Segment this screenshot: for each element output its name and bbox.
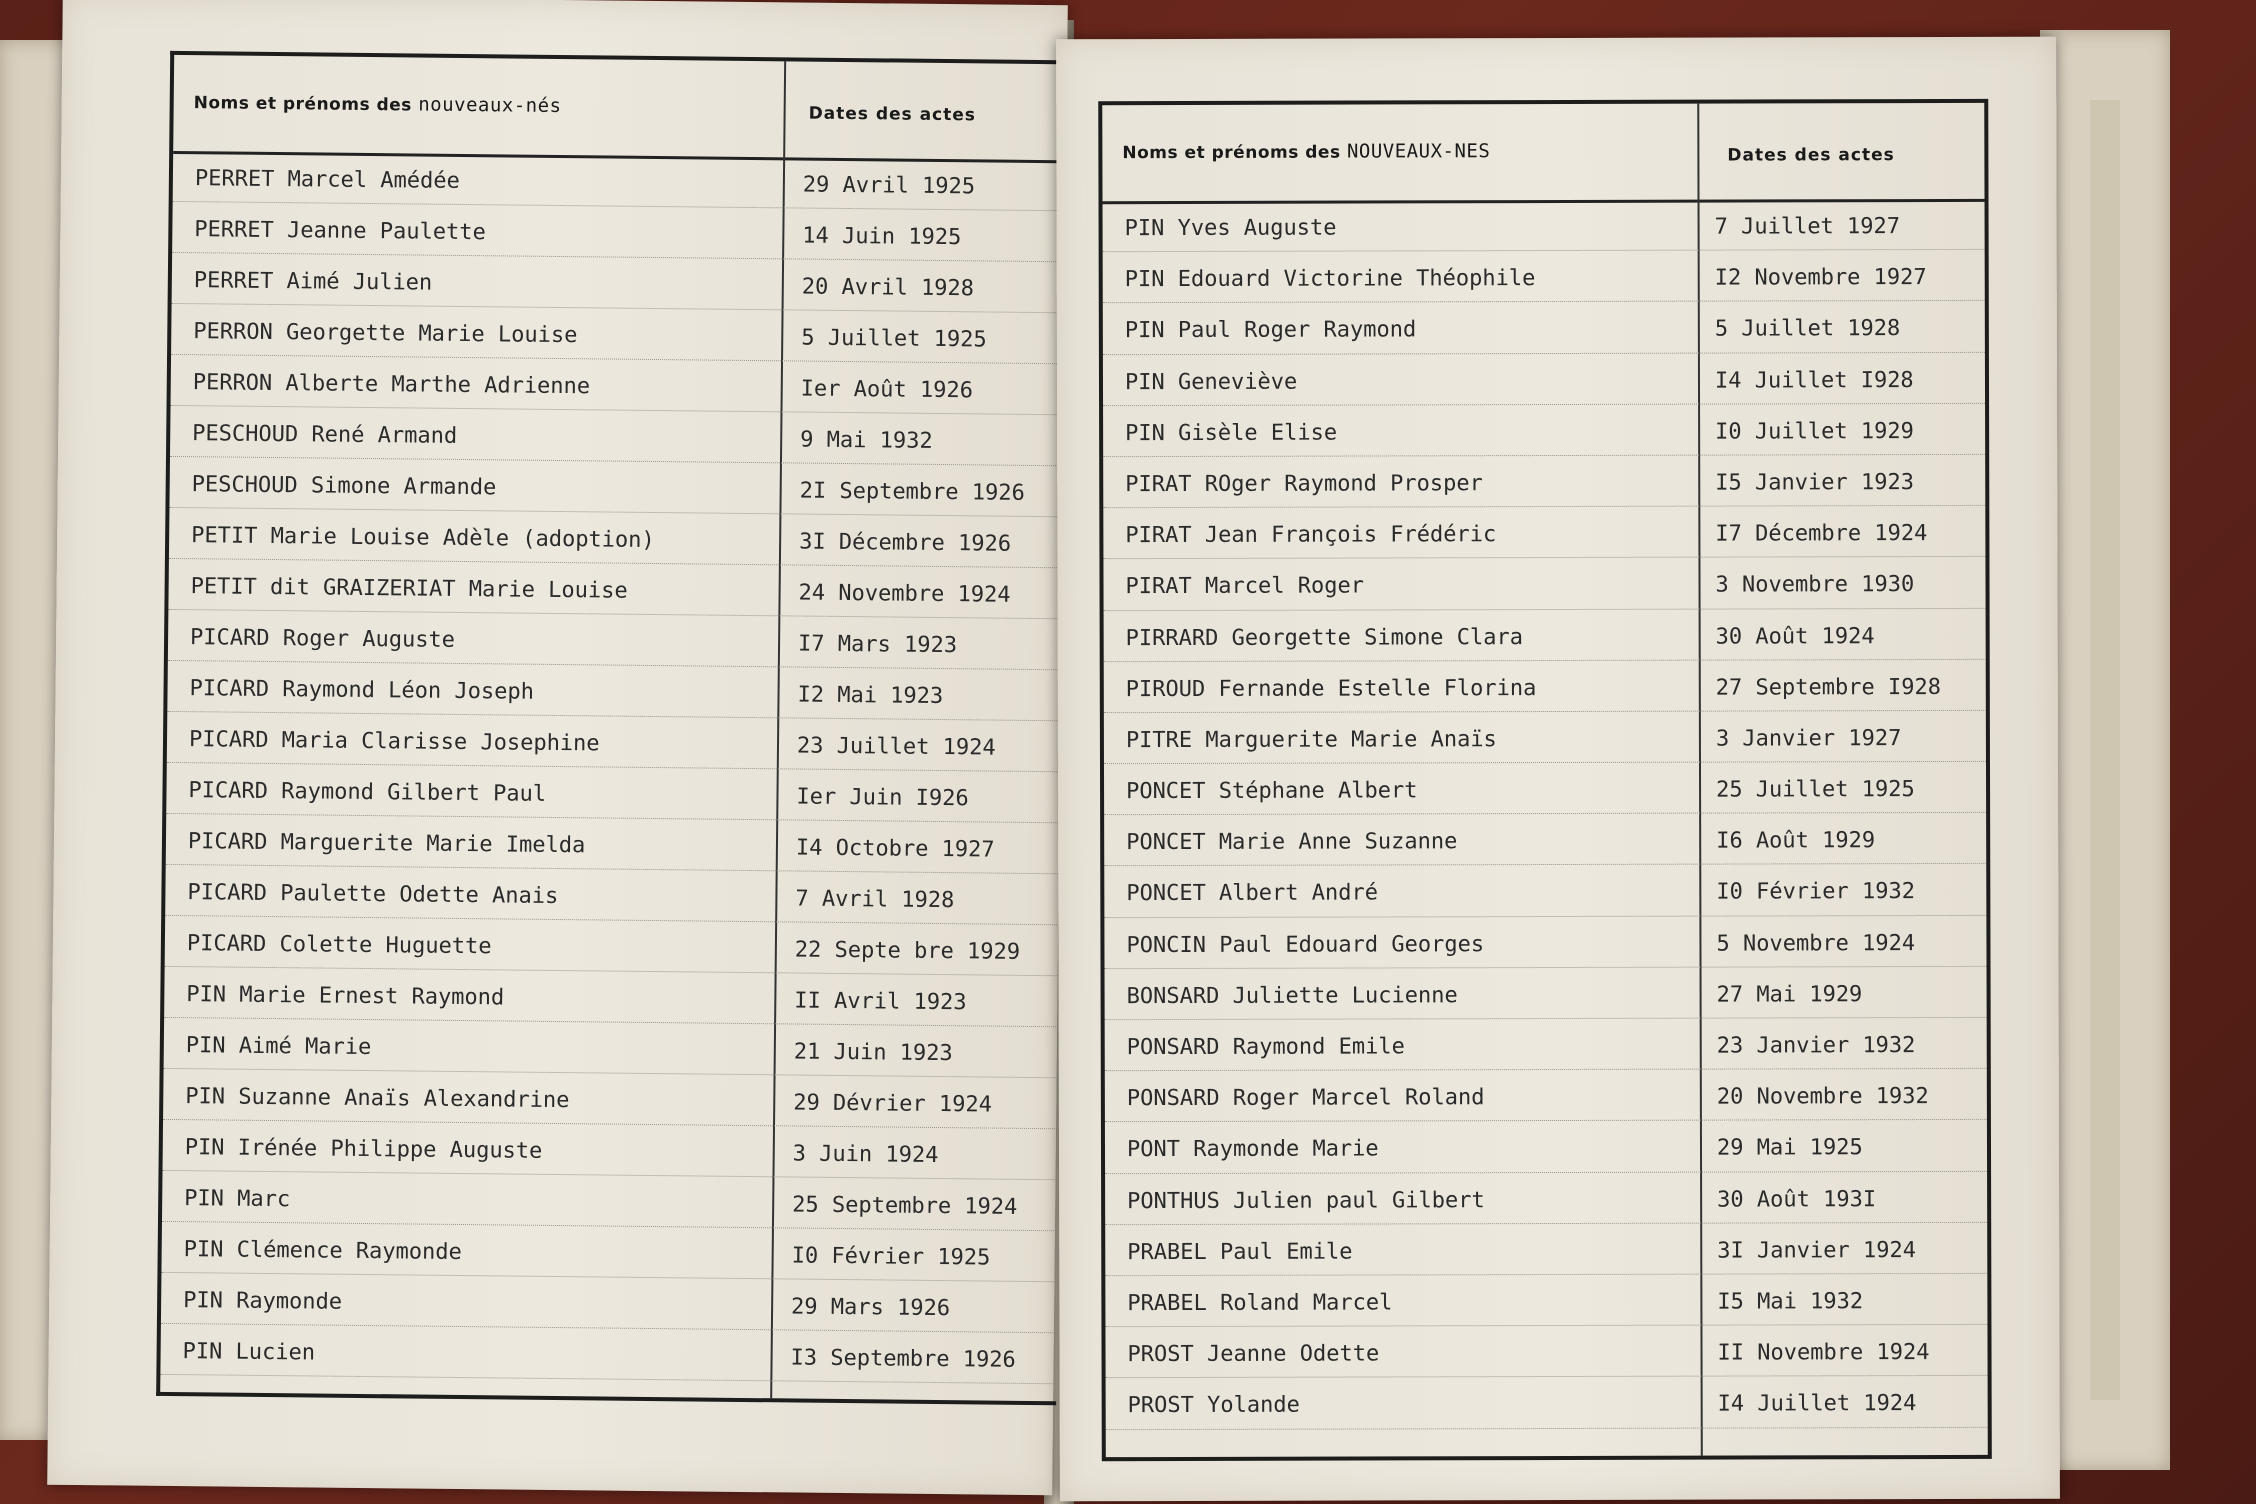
- table-row: [1105, 1325, 1987, 1378]
- right-register-page: [1056, 37, 2060, 1502]
- table-row: [166, 763, 1062, 823]
- entry-date: II Avril 1923: [794, 988, 967, 1016]
- entry-date: I4 Juillet I928: [1714, 367, 1914, 394]
- names-label: Noms et prénoms des: [193, 93, 412, 116]
- entry-date: 3 Juin 1924: [792, 1141, 939, 1169]
- entry-name: PERRET Marcel Amédée: [194, 166, 460, 194]
- entry-date: I5 Mai 1932: [1717, 1289, 1864, 1315]
- entry-date: 25 Juillet 1925: [1716, 777, 1915, 803]
- entry-name: PONCET Marie Anne Suzanne: [1126, 829, 1458, 856]
- entry-name: PESCHOUD Simone Armande: [191, 472, 497, 501]
- table-row: [1104, 608, 1986, 661]
- entry-name: PROST Jeanne Odette: [1127, 1341, 1380, 1368]
- entry-name: PIN Lucien: [182, 1339, 316, 1366]
- entry-date: 2I Septembre 1926: [799, 478, 1025, 506]
- table-row: [161, 1273, 1057, 1333]
- entry-date: 22 Septe bre 1929: [794, 937, 1021, 965]
- entry-date: 29 Mai 1925: [1716, 1135, 1863, 1161]
- entry-date: 14 Juin 1925: [802, 223, 962, 251]
- table-row: [1105, 1069, 1987, 1122]
- table-row: [1103, 301, 1985, 354]
- entry-name: PIN Raymonde: [183, 1288, 343, 1315]
- left-register-table: [156, 51, 1070, 1405]
- table-row: [172, 202, 1068, 262]
- table-row: [160, 1324, 1056, 1384]
- entry-name: PICARD Marguerite Marie Imelda: [187, 829, 586, 859]
- entry-name: PIRAT ROger Raymond Prosper: [1125, 471, 1483, 498]
- entry-name: PIN Suzanne Anaïs Alexandrine: [185, 1084, 570, 1114]
- table-row: [1104, 762, 1986, 815]
- table-row: [1103, 455, 1985, 508]
- entry-date: I3 Septembre 1926: [790, 1345, 1016, 1373]
- entry-date: 25 Septembre 1924: [792, 1192, 1018, 1220]
- right-register-table: [1098, 99, 1992, 1461]
- entry-date: 5 Juillet 1925: [801, 325, 987, 353]
- entry-date: 30 Août 1924: [1715, 623, 1875, 650]
- table-row: [1105, 1223, 1987, 1276]
- entry-name: PIN Marie Ernest Raymond: [186, 982, 505, 1011]
- names-label: Noms et prénoms des: [1122, 142, 1341, 164]
- entry-date: I0 Février 1925: [791, 1243, 991, 1271]
- entry-date: 27 Mai 1929: [1716, 982, 1863, 1008]
- entry-name: PESCHOUD René Armand: [192, 421, 458, 449]
- entry-name: PETIT Marie Louise Adèle (adoption): [191, 523, 655, 554]
- entry-date: 30 Août 193I: [1717, 1186, 1877, 1213]
- entry-date: 23 Janvier 1932: [1716, 1033, 1916, 1059]
- entry-date: 29 Mars 1926: [790, 1294, 951, 1322]
- entry-date: 27 Septembre I928: [1715, 674, 1941, 701]
- table-row: [170, 406, 1066, 466]
- entry-name: PICARD Raymond Gilbert Paul: [188, 778, 547, 807]
- entry-name: PONT Raymonde Marie: [1126, 1136, 1379, 1163]
- entry-name: PERRON Georgette Marie Louise: [193, 319, 578, 349]
- entry-name: PROST Yolande: [1127, 1392, 1300, 1419]
- entry-name: PIN Aimé Marie: [185, 1033, 372, 1061]
- entry-name: PRABEL Paul Emile: [1127, 1239, 1353, 1265]
- entry-name: PRABEL Roland Marcel: [1127, 1290, 1393, 1317]
- entry-date: I6 Août 1929: [1716, 828, 1876, 854]
- table-row: [1104, 660, 1986, 713]
- table-row: [164, 967, 1060, 1027]
- entry-name: PONCIN Paul Edouard Georges: [1126, 931, 1485, 958]
- entry-date: 3I Janvier 1924: [1717, 1237, 1916, 1264]
- table-row: [167, 661, 1063, 721]
- entry-name: PIN Marc: [184, 1186, 291, 1213]
- entry-name: PICARD Paulette Odette Anais: [187, 880, 559, 910]
- entry-name: PIN Geneviève: [1124, 369, 1298, 395]
- entry-name: PONCET Albert André: [1126, 880, 1379, 907]
- entry-date: I5 Janvier 1923: [1715, 470, 1914, 496]
- entry-name: PICARD Colette Huguette: [186, 931, 492, 960]
- entry-date: II Novembre 1924: [1717, 1340, 1930, 1366]
- right-dates-column-header: Dates des actes: [1727, 145, 1895, 166]
- table-row: [1105, 967, 1987, 1020]
- table-row: [1105, 1120, 1987, 1173]
- table-row: [1104, 711, 1986, 764]
- entry-date: I2 Mai 1923: [797, 682, 944, 710]
- table-row: [167, 712, 1063, 772]
- entry-name: PICARD Raymond Léon Joseph: [189, 676, 535, 705]
- table-row: [162, 1171, 1058, 1231]
- entry-date: 29 Dévrier 1924: [793, 1090, 993, 1118]
- table-row: [1106, 1376, 1988, 1429]
- entry-name: PETIT dit GRAIZERIAT Marie Louise: [190, 574, 628, 604]
- entry-date: 9 Mai 1932: [800, 427, 933, 454]
- entry-date: 7 Avril 1928: [795, 886, 955, 914]
- right-table-header: [1102, 103, 1984, 204]
- entry-date: I4 Juillet 1924: [1717, 1391, 1917, 1417]
- entry-name: PONSARD Roger Marcel Roland: [1126, 1085, 1485, 1112]
- table-row: [1103, 199, 1985, 252]
- entry-date: 3 Janvier 1927: [1715, 725, 1902, 752]
- right-names-suffix: NOUVEAUX-NES: [1346, 140, 1491, 163]
- left-names-column-header: [194, 91, 562, 117]
- table-row: [1104, 916, 1986, 969]
- table-row: [1103, 404, 1985, 457]
- table-row: [171, 355, 1067, 415]
- table-row: [1104, 813, 1986, 866]
- right-names-column-header: [1122, 140, 1490, 163]
- entry-name: PICARD Maria Clarisse Josephine: [188, 727, 600, 757]
- entry-date: 5 Juillet 1928: [1714, 316, 1901, 342]
- table-row: [1103, 352, 1985, 405]
- table-row: [168, 610, 1064, 670]
- entry-date: 5 Novembre 1924: [1716, 930, 1916, 957]
- entry-name: BONSARD Juliette Lucienne: [1126, 983, 1458, 1009]
- entry-name: PONTHUS Julien paul Gilbert: [1127, 1187, 1485, 1214]
- table-row: [163, 1069, 1059, 1129]
- left-rows-list: [160, 151, 1069, 1384]
- entry-date: I0 Juillet 1929: [1715, 418, 1914, 445]
- entry-name: PIRAT Jean François Frédéric: [1125, 522, 1497, 549]
- entry-date: 24 Novembre 1924: [798, 580, 1011, 608]
- entry-name: PIN Clémence Raymonde: [183, 1237, 462, 1266]
- left-names-suffix: nouveaux-nés: [418, 93, 562, 118]
- table-row: [1105, 1171, 1987, 1224]
- entry-date: I7 Mars 1923: [797, 631, 958, 659]
- table-row: [165, 916, 1061, 976]
- left-dates-column-header: Dates des actes: [808, 103, 977, 126]
- table-row: [172, 253, 1068, 313]
- entry-date: Ier Août 1926: [800, 376, 974, 404]
- entry-name: PIN Edouard Victorine Théophile: [1124, 266, 1536, 293]
- entry-name: PIN Yves Auguste: [1124, 215, 1337, 242]
- entry-name: PIN Gisèle Elise: [1125, 420, 1338, 446]
- entry-date: 3I Décembre 1926: [799, 529, 1012, 557]
- table-row: [1104, 864, 1986, 917]
- entry-date: 20 Avril 1928: [801, 274, 975, 302]
- entry-name: PONSARD Raymond Emile: [1126, 1034, 1405, 1061]
- entry-date: I7 Décembre 1924: [1715, 521, 1928, 547]
- entry-date: 7 Juillet 1927: [1714, 214, 1901, 240]
- table-row: [163, 1120, 1059, 1180]
- table-row: [173, 151, 1069, 211]
- left-register-page: [47, 0, 1068, 1495]
- entry-date: 21 Juin 1923: [793, 1039, 953, 1067]
- right-rows-list: [1103, 199, 1988, 1430]
- entry-name: PICARD Roger Auguste: [189, 625, 456, 653]
- table-row: [169, 508, 1065, 568]
- entry-name: PIRAT Marcel Roger: [1125, 573, 1364, 600]
- entry-name: PERRET Aimé Julien: [193, 268, 433, 296]
- entry-name: PIN Paul Roger Raymond: [1124, 317, 1417, 344]
- table-row: [164, 1018, 1060, 1078]
- entry-date: 20 Novembre 1932: [1716, 1084, 1929, 1110]
- entry-name: PIRRARD Georgette Simone Clara: [1125, 624, 1524, 651]
- table-row: [166, 814, 1062, 874]
- entry-name: PERRET Jeanne Paulette: [194, 217, 486, 246]
- entry-date: I4 Octobre 1927: [795, 835, 995, 863]
- entry-name: PIN Irénée Philippe Auguste: [184, 1135, 543, 1164]
- table-row: [1103, 506, 1985, 559]
- entry-date: 3 Novembre 1930: [1715, 572, 1915, 598]
- table-row: [169, 457, 1065, 517]
- table-row: [1103, 557, 1985, 610]
- entry-name: PITRE Marguerite Marie Anaïs: [1125, 727, 1497, 754]
- entry-name: PERRON Alberte Marthe Adrienne: [192, 370, 591, 400]
- table-row: [165, 865, 1061, 925]
- entry-date: I2 Novembre 1927: [1714, 265, 1927, 291]
- entry-name: PONCET Stéphane Albert: [1126, 778, 1418, 805]
- entry-date: 29 Avril 1925: [802, 172, 976, 200]
- left-table-header: [173, 55, 1070, 163]
- entry-date: I0 Février 1932: [1716, 879, 1916, 906]
- entry-date: Ier Juin I926: [796, 784, 969, 812]
- entry-name: PIROUD Fernande Estelle Florina: [1125, 675, 1537, 702]
- entry-date: 23 Juillet 1924: [796, 733, 996, 761]
- table-row: [1103, 250, 1985, 303]
- table-row: [1105, 1018, 1987, 1071]
- table-row: [168, 559, 1064, 619]
- table-row: [171, 304, 1067, 364]
- right-page-stack-edge: [2090, 100, 2120, 1400]
- table-row: [161, 1222, 1057, 1282]
- table-row: [1105, 1274, 1987, 1327]
